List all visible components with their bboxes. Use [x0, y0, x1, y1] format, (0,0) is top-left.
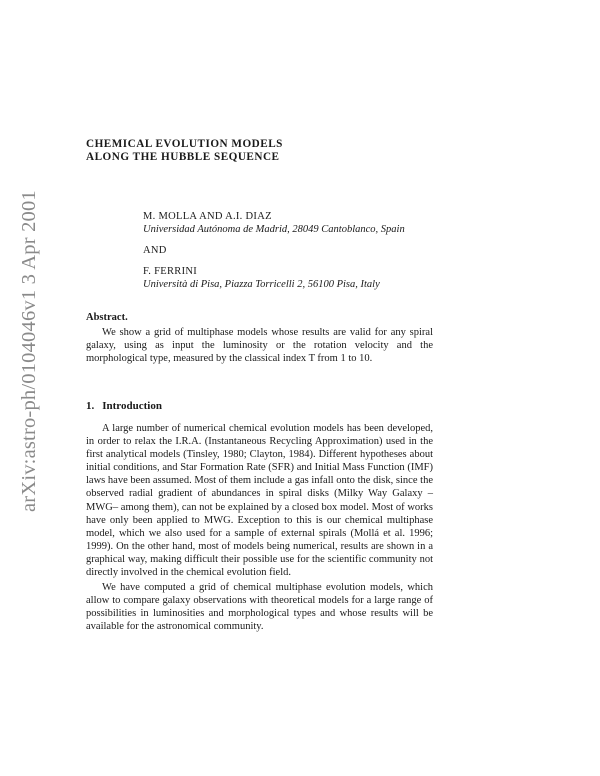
author-names-2: F. FERRINI	[143, 266, 198, 277]
author-affiliation-2: Università di Pisa, Piazza Torricelli 2, 56100 Pisa, Italy	[143, 279, 380, 290]
abstract	[86, 311, 433, 365]
author-affiliation-1: Universidad Autónoma de Madrid, 28049 Cantoblanco, Spain	[143, 224, 405, 235]
section-heading-introduction	[86, 400, 162, 412]
paragraph-1: A large number of numerical chemical evolution models has been developed, in order to relax the I.R.A. (Instantaneous Recycling Approximation) used in the first analytical models (Tinsley, 1980; Clayton, 1984). Different hypotheses about initial conditions, and Star Formation Rate (SFR) and Initial Mass Function (IMF) laws have been assumed. Most of them include a gas infall onto the disk, since the observed radial gradient of abundances in spiral disks (Milky Way Galaxy –MWG– among them), can not be explained by a closed box model. Most of works have only been applied to MWG. Exception to this is our chemical multiphase model, which we also used for a sample of external spirals (Mollá et al. 1996; 1999). On the other hand, most of models being numerical, results are shown in a graphical way, making difficult their possible use for the scientific community not directly involved in the chemical evolution field.	[86, 423, 433, 579]
abstract-text: We show a grid of multiphase models whose results are valid for any spiral galaxy, using as input the luminosity or the rotation velocity and the morphological type, measured by the classical index T from 1 to 10.	[86, 327, 433, 365]
section-title: Introduction	[102, 400, 162, 412]
introduction-body	[86, 422, 433, 634]
author-conjunction: AND	[143, 245, 167, 256]
paragraph-2: We have computed a grid of chemical multiphase evolution models, which allow to compare galaxy observations with theoretical models for a large range of possibilities in luminosities and morphological types and whose results will be available for the astronomical community.	[86, 582, 433, 633]
arxiv-identifier-stamp: arXiv:astro-ph/0104046v1 3 Apr 2001	[18, 190, 40, 512]
paper-title-line-2: ALONG THE HUBBLE SEQUENCE	[86, 151, 280, 163]
author-names-1: M. MOLLA AND A.I. DIAZ	[143, 211, 272, 222]
section-number: 1.	[86, 400, 95, 412]
paper-title-line-1: CHEMICAL EVOLUTION MODELS	[86, 138, 283, 150]
paper-title	[86, 138, 283, 164]
abstract-heading: Abstract.	[86, 312, 128, 323]
author-block	[143, 210, 405, 291]
